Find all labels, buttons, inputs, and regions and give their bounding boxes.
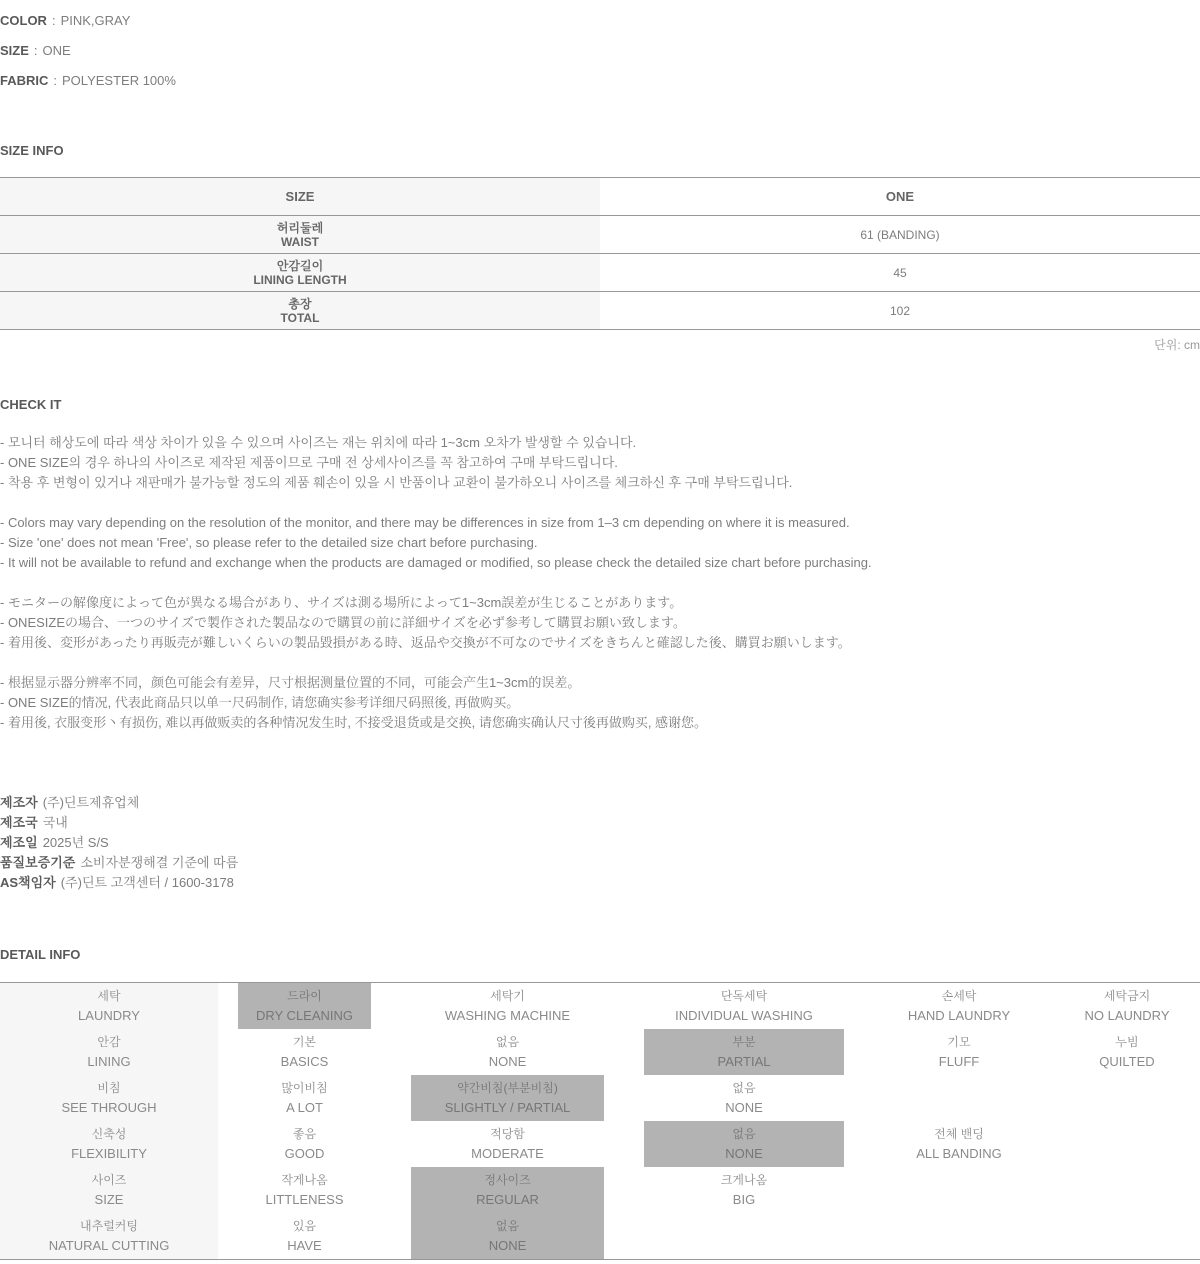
- detail-cell: [391, 1075, 624, 1121]
- spec-fabric: [0, 65, 1200, 95]
- option-korean: 전체 밴딩: [934, 1127, 984, 1141]
- detail-cell: [391, 1213, 624, 1259]
- detail-cell: [864, 983, 1054, 1029]
- option-korean: 기모: [947, 1035, 971, 1049]
- option-english: GOOD: [284, 1146, 325, 1161]
- size-row-lining-label: [0, 254, 600, 291]
- detail-row-lining: [0, 1029, 1200, 1075]
- size-row-waist-label: [0, 216, 600, 253]
- detail-option: [644, 1121, 844, 1167]
- table-row: [0, 292, 1200, 330]
- option-english: SLIGHTLY / PARTIAL: [444, 1100, 571, 1115]
- detail-option: [884, 983, 1034, 1029]
- check-line: - ONE SIZE的情况, 代表此商品只以单一尺码制作, 请您确实参考详细尺码照後, 再做购买。: [0, 695, 520, 710]
- option-korean: 기본: [292, 1035, 317, 1049]
- detail-option: [644, 983, 844, 1029]
- detail-cell-empty: [624, 1213, 864, 1259]
- check-line: - モニターの解像度によって色が異なる場合があり、サイズは測る場所によって1~3cm誤差が生じることがあります。: [0, 595, 683, 610]
- label-korean: 안감길이: [276, 258, 324, 273]
- check-group-korean: [0, 433, 1200, 493]
- option-english: LITTLENESS: [265, 1192, 344, 1207]
- label-english: LINING: [87, 1054, 131, 1069]
- detail-cell: [218, 1167, 391, 1213]
- check-line: - 着用後, 衣服变形丶有损伤, 难以再做贩卖的各种情况发生时, 不接受退货或是交换, 请您确实确认尺寸後再做购买, 感谢您。: [0, 715, 708, 730]
- detail-cell: [624, 983, 864, 1029]
- option-korean: 단독세탁: [720, 989, 768, 1003]
- label-korean: 내추럴커팅: [80, 1219, 138, 1233]
- option-english: A LOT: [286, 1100, 323, 1115]
- manufacturer-label: 제조자: [0, 795, 38, 810]
- detail-option: [411, 1029, 604, 1075]
- label-korean: 비침: [97, 1081, 121, 1095]
- option-korean: 없음: [495, 1219, 520, 1233]
- detail-cell: [864, 1029, 1054, 1075]
- detail-row-label: [0, 1121, 218, 1167]
- detail-cell: [391, 983, 624, 1029]
- option-english: BASICS: [280, 1054, 329, 1069]
- option-korean: 세탁기: [490, 989, 525, 1003]
- label-english: TOTAL: [280, 310, 320, 325]
- option-english: REGULAR: [476, 1192, 539, 1207]
- size-row-lining-value: 45: [893, 265, 907, 280]
- check-line: - Size 'one' does not mean 'Free', so please refer to the detailed size chart before purchasing.: [0, 535, 538, 550]
- size-info-title: SIZE INFO: [0, 143, 64, 158]
- label-english: SEE THROUGH: [61, 1100, 157, 1115]
- detail-option: [411, 983, 604, 1029]
- option-korean: 세탁금지: [1103, 989, 1151, 1003]
- detail-row-size: [0, 1167, 1200, 1213]
- detail-option: [238, 1213, 371, 1259]
- manufacturer-row: [0, 813, 1200, 833]
- option-korean: 부분: [732, 1035, 756, 1049]
- detail-row-label: [0, 1075, 218, 1121]
- label-korean: 허리둘레: [276, 220, 324, 235]
- detail-row-label: [0, 983, 218, 1029]
- detail-option: [411, 1167, 604, 1213]
- option-korean: 손세탁: [941, 989, 977, 1003]
- check-line: - 착용 후 변형이 있거나 재판매가 불가능할 정도의 제품 훼손이 있을 시 반품이나 교환이 불가하오니 사이즈를 체크하신 후 구매 부탁드립니다.: [0, 475, 793, 490]
- spec-color-label: COLOR: [0, 12, 47, 28]
- spec-separator: :: [53, 72, 58, 88]
- manufacturer-info: [0, 793, 1200, 893]
- detail-option: [884, 1121, 1034, 1167]
- label-english: WAIST: [281, 234, 319, 249]
- size-header-label: SIZE: [0, 178, 600, 215]
- product-specs: [0, 0, 1200, 95]
- label-english: NATURAL CUTTING: [48, 1238, 170, 1253]
- detail-cell: [218, 983, 391, 1029]
- label-english: LINING LENGTH: [253, 272, 347, 287]
- option-korean: 많이비침: [281, 1081, 328, 1095]
- spec-fabric-label: FABRIC: [0, 72, 49, 88]
- table-row: [0, 178, 1200, 216]
- detail-option: [644, 1075, 844, 1121]
- option-korean: 드라이: [287, 989, 322, 1003]
- detail-cell-empty: [1054, 1075, 1200, 1121]
- detail-option: [1074, 1029, 1180, 1075]
- option-korean: 없음: [732, 1081, 756, 1095]
- detail-cell-empty: [1054, 1167, 1200, 1213]
- detail-option: [238, 1167, 371, 1213]
- detail-option: [238, 1075, 371, 1121]
- option-english: DRY CLEANING: [255, 1008, 354, 1023]
- option-english: NONE: [488, 1238, 527, 1253]
- detail-row-label: [0, 1213, 218, 1259]
- label-korean: 신축성: [91, 1127, 127, 1141]
- detail-cell: [218, 1213, 391, 1259]
- option-english: HAND LAUNDRY: [907, 1008, 1011, 1023]
- detail-row-label: [0, 1167, 218, 1213]
- option-korean: 적당함: [490, 1127, 525, 1141]
- spec-size-label: SIZE: [0, 42, 29, 58]
- option-korean: 없음: [495, 1035, 520, 1049]
- detail-cell: [218, 1075, 391, 1121]
- detail-cell-empty: [1054, 1213, 1200, 1259]
- label-english: FLEXIBILITY: [71, 1146, 147, 1161]
- detail-row-natural-cutting: [0, 1213, 1200, 1259]
- detail-cell: [864, 1121, 1054, 1167]
- manufacturer-label: 제조일: [0, 835, 38, 850]
- option-korean: 좋음: [292, 1127, 317, 1141]
- manufacturer-row: [0, 853, 1200, 873]
- detail-cell-empty: [1054, 1121, 1200, 1167]
- detail-option: [238, 983, 371, 1029]
- spec-size-value: ONE: [42, 42, 71, 58]
- label-korean: 세탁: [97, 989, 121, 1003]
- detail-cell: [218, 1121, 391, 1167]
- option-english: BIG: [732, 1192, 756, 1207]
- option-korean: 작게나옴: [281, 1173, 328, 1187]
- option-korean: 크게나옴: [720, 1173, 768, 1187]
- manufacturer-value: 소비자분쟁해결 기준에 따름: [80, 855, 239, 870]
- size-table: [0, 177, 1200, 330]
- detail-option: [238, 1121, 371, 1167]
- detail-cell: [624, 1121, 864, 1167]
- detail-cell: [391, 1121, 624, 1167]
- size-row-waist-value: 61 (BANDING): [860, 227, 940, 242]
- detail-cell-empty: [864, 1075, 1054, 1121]
- manufacturer-label: 제조국: [0, 815, 38, 830]
- spec-separator: :: [51, 12, 56, 28]
- detail-option: [411, 1075, 604, 1121]
- manufacturer-row: [0, 833, 1200, 853]
- check-group-japanese: [0, 593, 1200, 653]
- detail-cell: [391, 1029, 624, 1075]
- check-it-title: CHECK IT: [0, 397, 62, 412]
- detail-cell-empty: [864, 1167, 1054, 1213]
- detail-option: [644, 1029, 844, 1075]
- check-line: - ONE SIZE의 경우 하나의 사이즈로 제작된 제품이므로 구매 전 상세사이즈를 꼭 참고하여 구매 부탁드립니다.: [0, 455, 618, 470]
- option-korean: 누빔: [1115, 1035, 1139, 1049]
- detail-row-see-through: [0, 1075, 1200, 1121]
- detail-cell: [1054, 983, 1200, 1029]
- detail-row-label: [0, 1029, 218, 1075]
- size-row-total-label: [0, 292, 600, 329]
- size-header-value: ONE: [885, 189, 915, 204]
- spec-color-value: PINK,GRAY: [60, 12, 131, 28]
- manufacturer-label: AS책임자: [0, 875, 56, 890]
- detail-cell: [624, 1167, 864, 1213]
- option-english: WASHING MACHINE: [444, 1008, 571, 1023]
- check-line: - 根据显示器分辨率不同，颜色可能会有差异，尺寸根据测量位置的不同，可能会产生1~3cm的误差。: [0, 675, 581, 690]
- label-korean: 안감: [97, 1035, 121, 1049]
- option-english: NONE: [725, 1146, 763, 1161]
- check-line: - It will not be available to refund and exchange when the products are damaged or modified, so please check the detailed size chart before purchasing.: [0, 555, 872, 570]
- manufacturer-value: 2025년 S/S: [42, 835, 109, 850]
- detail-cell-empty: [864, 1213, 1054, 1259]
- check-line: - 모니터 해상도에 따라 색상 차이가 있을 수 있으며 사이즈는 재는 위치에 따라 1~3cm 오차가 발생할 수 있습니다.: [0, 435, 637, 450]
- option-english: QUILTED: [1099, 1054, 1155, 1069]
- detail-info-title: DETAIL INFO: [0, 947, 81, 962]
- check-group-english: [0, 513, 1200, 573]
- table-row: [0, 254, 1200, 292]
- manufacturer-label: 품질보증기준: [0, 855, 76, 870]
- manufacturer-row: [0, 793, 1200, 813]
- table-row: [0, 216, 1200, 254]
- detail-cell: [624, 1029, 864, 1075]
- detail-row-flexibility: [0, 1121, 1200, 1167]
- detail-grid: [0, 982, 1200, 1260]
- detail-cell: [391, 1167, 624, 1213]
- option-english: PARTIAL: [717, 1054, 771, 1069]
- manufacturer-value: (주)딘트 고객센터 / 1600-3178: [60, 875, 234, 890]
- option-english: MODERATE: [471, 1146, 544, 1161]
- detail-row-laundry: [0, 983, 1200, 1029]
- spec-fabric-value: POLYESTER 100%: [62, 72, 176, 88]
- option-english: NONE: [725, 1100, 763, 1115]
- detail-option: [884, 1029, 1034, 1075]
- label-korean: 사이즈: [91, 1173, 127, 1187]
- unit-note: 단위: cm: [1154, 338, 1200, 352]
- spec-separator: :: [33, 42, 38, 58]
- check-line: - ONESIZEの場合、一つのサイズで製作された製品なので購買の前に詳細サイズを必ず参考して購買お願い致します。: [0, 615, 686, 630]
- option-korean: 없음: [732, 1127, 756, 1141]
- option-english: NO LAUNDRY: [1084, 1008, 1170, 1023]
- label-english: LAUNDRY: [78, 1008, 140, 1023]
- manufacturer-row: [0, 873, 1200, 893]
- spec-color: [0, 5, 1200, 35]
- manufacturer-value: (주)딘트제휴업체: [42, 795, 140, 810]
- label-english: SIZE: [94, 1192, 124, 1207]
- detail-option: [411, 1213, 604, 1259]
- option-korean: 있음: [292, 1219, 317, 1233]
- option-korean: 약간비침(부분비침): [457, 1081, 558, 1095]
- detail-cell: [624, 1075, 864, 1121]
- option-english: NONE: [488, 1054, 527, 1069]
- detail-option: [411, 1121, 604, 1167]
- option-korean: 정사이즈: [484, 1173, 531, 1187]
- manufacturer-value: 국내: [42, 815, 68, 830]
- detail-cell: [218, 1029, 391, 1075]
- detail-option: [1074, 983, 1180, 1029]
- check-line: - 着用後、変形があったり再販売が難しいくらいの製品毀損がある時、返品や交換が不可なのでサイズをきちんと確認した後、購買お願いします。: [0, 635, 851, 650]
- option-english: FLUFF: [938, 1054, 980, 1069]
- detail-cell: [1054, 1029, 1200, 1075]
- detail-option: [238, 1029, 371, 1075]
- detail-option: [644, 1167, 844, 1213]
- check-line: - Colors may vary depending on the resolution of the monitor, and there may be differences in size from 1–3 cm depending on where it is measured.: [0, 515, 850, 530]
- option-english: HAVE: [287, 1238, 322, 1253]
- option-english: ALL BANDING: [916, 1146, 1002, 1161]
- spec-size: [0, 35, 1200, 65]
- option-english: INDIVIDUAL WASHING: [675, 1008, 813, 1023]
- size-row-total-value: 102: [889, 303, 911, 318]
- check-group-chinese: [0, 673, 1200, 733]
- label-korean: 총장: [288, 296, 312, 311]
